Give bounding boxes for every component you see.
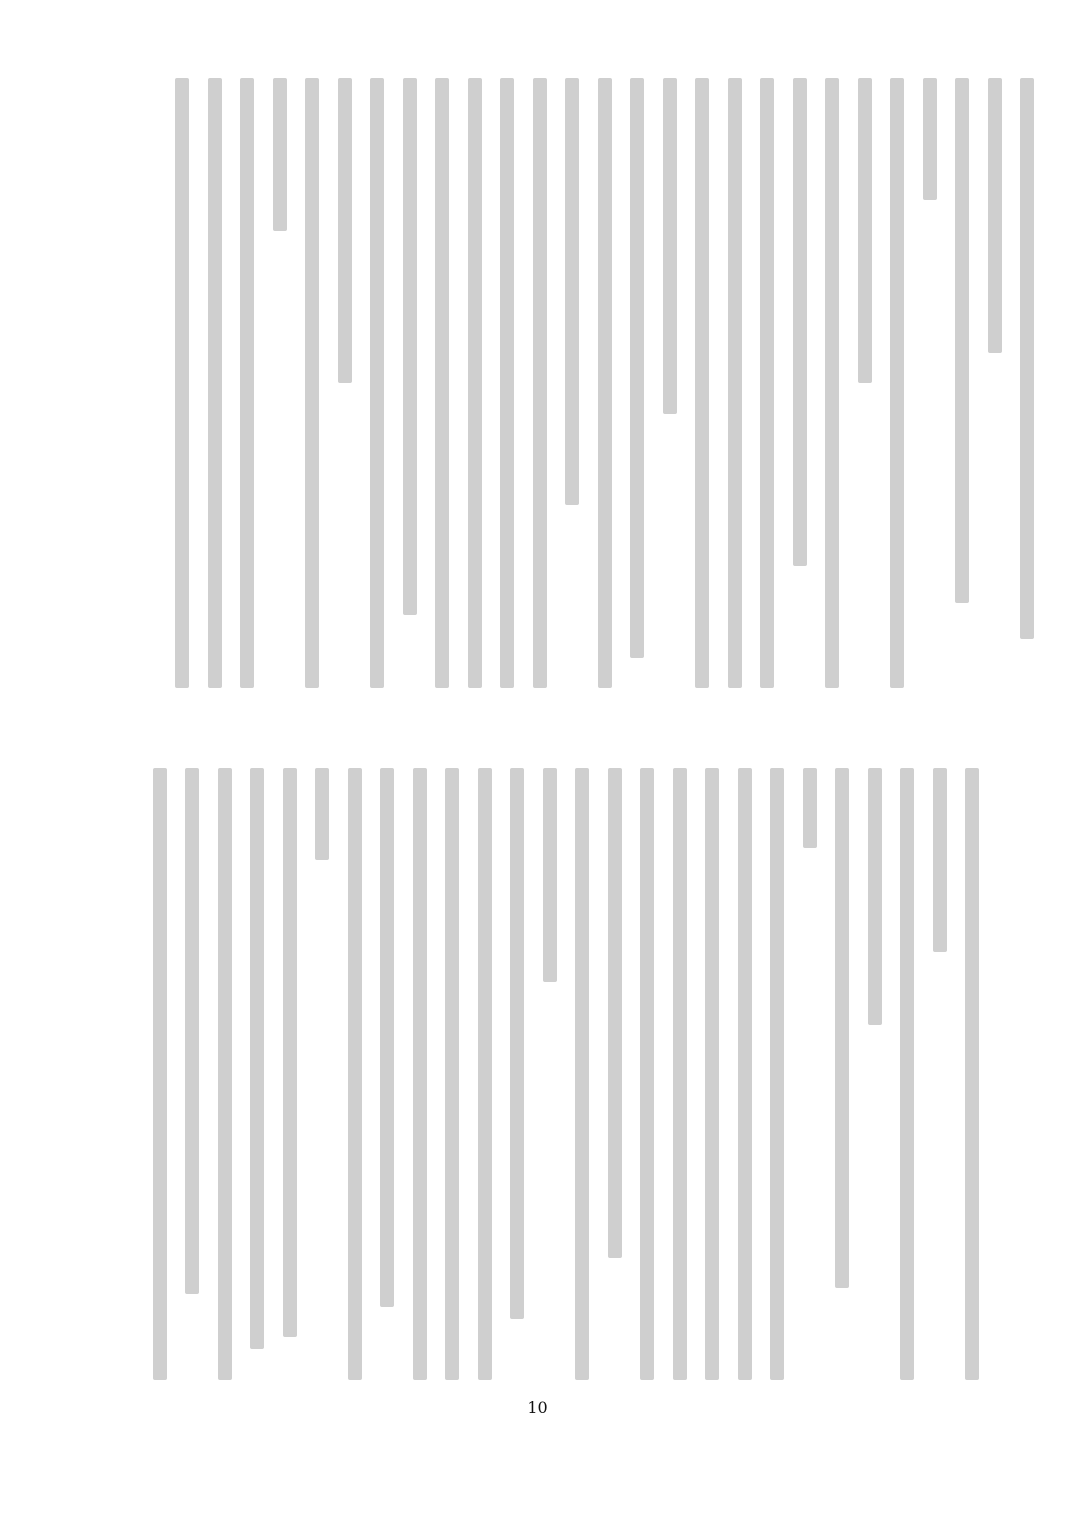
redacted-text-column bbox=[890, 78, 904, 688]
redacted-text-column bbox=[923, 78, 937, 200]
redacted-text-column bbox=[738, 768, 752, 1380]
redacted-text-column bbox=[468, 78, 482, 688]
redacted-text-column bbox=[348, 768, 362, 1380]
redacted-text-column bbox=[988, 78, 1002, 353]
redacted-text-column bbox=[218, 768, 232, 1380]
redacted-text-column bbox=[835, 768, 849, 1288]
redacted-text-column bbox=[543, 768, 557, 982]
redacted-text-column bbox=[380, 768, 394, 1307]
redacted-text-column bbox=[900, 768, 914, 1380]
redacted-text-column bbox=[640, 768, 654, 1380]
redacted-text-column bbox=[663, 78, 677, 414]
redacted-text-column bbox=[510, 768, 524, 1319]
redacted-text-column bbox=[533, 78, 547, 688]
redacted-text-column bbox=[868, 768, 882, 1025]
redacted-text-column bbox=[673, 768, 687, 1380]
redacted-text-column bbox=[793, 78, 807, 566]
redacted-text-column bbox=[445, 768, 459, 1380]
redacted-text-column bbox=[250, 768, 264, 1349]
redacted-text-column bbox=[933, 768, 947, 952]
redacted-text-column bbox=[478, 768, 492, 1380]
redacted-text-column bbox=[153, 768, 167, 1380]
redacted-text-column bbox=[760, 78, 774, 688]
redacted-text-column bbox=[965, 768, 979, 1380]
redacted-text-column bbox=[770, 768, 784, 1380]
redacted-text-column bbox=[403, 78, 417, 615]
redacted-text-column bbox=[175, 78, 189, 688]
redacted-text-column bbox=[240, 78, 254, 688]
redacted-text-column bbox=[273, 78, 287, 231]
page-number: 10 bbox=[527, 1398, 548, 1417]
redacted-text-column bbox=[500, 78, 514, 688]
redacted-text-column bbox=[185, 768, 199, 1294]
redacted-text-column bbox=[705, 768, 719, 1380]
redacted-text-column bbox=[435, 78, 449, 688]
redacted-text-column bbox=[315, 768, 329, 860]
redacted-text-column bbox=[695, 78, 709, 688]
redacted-text-column bbox=[575, 768, 589, 1380]
redacted-text-column bbox=[1020, 78, 1034, 639]
redacted-text-column bbox=[598, 78, 612, 688]
redacted-text-column bbox=[338, 78, 352, 383]
redacted-text-column bbox=[858, 78, 872, 383]
redacted-text-column bbox=[305, 78, 319, 688]
redacted-text-column bbox=[565, 78, 579, 505]
redacted-text-column bbox=[825, 78, 839, 688]
redacted-text-column bbox=[608, 768, 622, 1258]
redacted-text-column bbox=[728, 78, 742, 688]
redacted-text-column bbox=[803, 768, 817, 848]
redacted-text-column bbox=[208, 78, 222, 688]
redacted-text-column bbox=[630, 78, 644, 658]
redacted-text-column bbox=[955, 78, 969, 603]
redacted-text-column bbox=[283, 768, 297, 1337]
redacted-text-column bbox=[413, 768, 427, 1380]
redacted-text-column bbox=[370, 78, 384, 688]
